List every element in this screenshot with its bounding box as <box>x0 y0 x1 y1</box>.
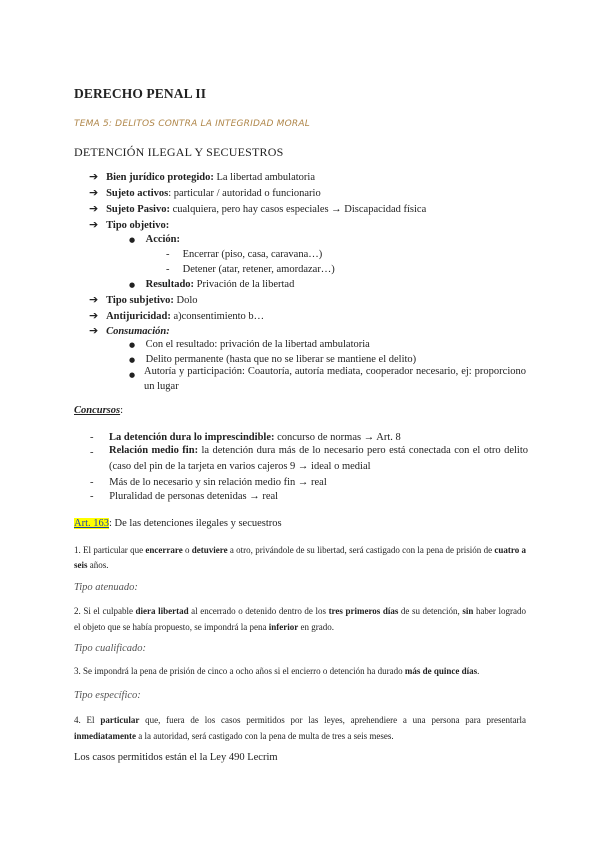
concurso-item-4: - Pluralidad de personas detenidas → real <box>90 491 279 502</box>
article-paragraph-1: 1. El particular que encerrare o detuviere a otro, privándole de su libertad, será castigado con la pena de prisión de cuatro a seis años. <box>74 545 526 570</box>
bullet-icon: ● <box>129 371 136 379</box>
article-link[interactable]: Art. 163 <box>74 518 109 529</box>
list-item-tipo-objetivo: ➔ Tipo objetivo: <box>89 218 170 231</box>
bullet-icon: ● <box>129 356 136 364</box>
arrow-icon: ➔ <box>89 186 99 199</box>
document-title: DERECHO PENAL II <box>74 86 207 101</box>
concurso-item-1: - <box>90 432 94 443</box>
closing-note: Los casos permitidos están el la Ley 490 Lecrim <box>74 752 278 763</box>
list-item-consum-2: ● Delito permanente (hasta que no se liberar se mantiene el delito) <box>129 354 417 365</box>
arrow-icon: ➔ <box>89 293 99 306</box>
subheading-atenuado: Tipo atenuado: <box>74 582 138 593</box>
concurso-item-1-text: La detención dura lo imprescindible: concurso de normas → Art. 8 <box>109 432 401 443</box>
list-item-encerrar: - Encerrar (piso, casa, caravana…) <box>166 249 323 260</box>
arrow-icon: ➔ <box>89 218 99 231</box>
article-heading: Art. 163: De las detenciones ilegales y secuestros <box>74 518 282 529</box>
list-item-sujeto-activo: ➔ Sujeto activos: particular / autoridad o funcionario <box>89 186 321 199</box>
arrow-icon: ➔ <box>89 309 99 322</box>
list-item-sujeto-pasivo: ➔ Sujeto Pasivo: cualquiera, pero hay casos especiales → Discapacidad física <box>89 202 427 215</box>
concursos-heading: Concursos: <box>74 405 124 416</box>
list-item-resultado: ● Resultado: Privación de la libertad <box>129 279 295 290</box>
concurso-item-2-text: Relación medio fin: la detención dura más de lo necesario pero está conectada con el otro delito (caso del pin de la tarjeta en varios cajeros 9 → ideal o medial <box>109 445 528 472</box>
list-item-detener: - Detener (atar, retener, amordazar…) <box>166 264 335 275</box>
list-item-consumacion: ➔ Consumación: <box>89 324 170 337</box>
arrow-icon: ➔ <box>89 202 99 215</box>
arrow-icon: ➔ <box>89 170 99 183</box>
arrow-icon: ➔ <box>89 324 99 337</box>
article-paragraph-4: 4. El particular que, fuera de los casos permitidos por las leyes, aprehendiere a una persona para presentarla inmediatamente a la autoridad, será castigado con la pena de multa de tres a seis meses. <box>74 715 526 741</box>
tema-heading: TEMA 5: DELITOS CONTRA LA INTEGRIDAD MORAL <box>74 119 310 129</box>
bullet-icon: ● <box>129 236 136 244</box>
list-item-accion: ● Acción: <box>129 234 181 245</box>
list-item-bien-juridico: ➔ Bien jurídico protegido: La libertad ambulatoria <box>89 170 315 183</box>
section-heading: DETENCIÓN ILEGAL Y SECUESTROS <box>74 145 284 159</box>
bullet-icon: ● <box>129 281 136 289</box>
concurso-item-3: - Más de lo necesario y sin relación medio fin → real <box>90 477 327 488</box>
list-item-consum-3 <box>129 369 135 380</box>
bullet-icon: ● <box>129 341 136 349</box>
list-item-consum-3-text: Autoría y participación: Coautoría, autoría mediata, cooperador necesario, ej: proporciono un lugar <box>144 366 526 392</box>
subheading-cualificado: Tipo cualificado: <box>74 643 147 654</box>
article-paragraph-3: 3. Se impondrá la pena de prisión de cinco a ocho años si el encierro o detención ha durado más de quince días. <box>74 666 480 676</box>
list-item-consum-1: ● Con el resultado: privación de la libertad ambulatoria <box>129 339 370 350</box>
list-item-antijuricidad: ➔ Antijuricidad: a)consentimiento b… <box>89 309 265 322</box>
list-item-tipo-subjetivo: ➔ Tipo subjetivo: Dolo <box>89 293 198 306</box>
article-paragraph-2: 2. Si el culpable diera libertad al encerrado o detenido dentro de los tres primeros días de su detención, sin haber logrado el objeto que se había propuesto, se impondrá la pena inferior en grado. <box>74 606 526 632</box>
concurso-item-2: - <box>90 447 94 458</box>
subheading-especifico: Tipo específico: <box>74 690 141 701</box>
